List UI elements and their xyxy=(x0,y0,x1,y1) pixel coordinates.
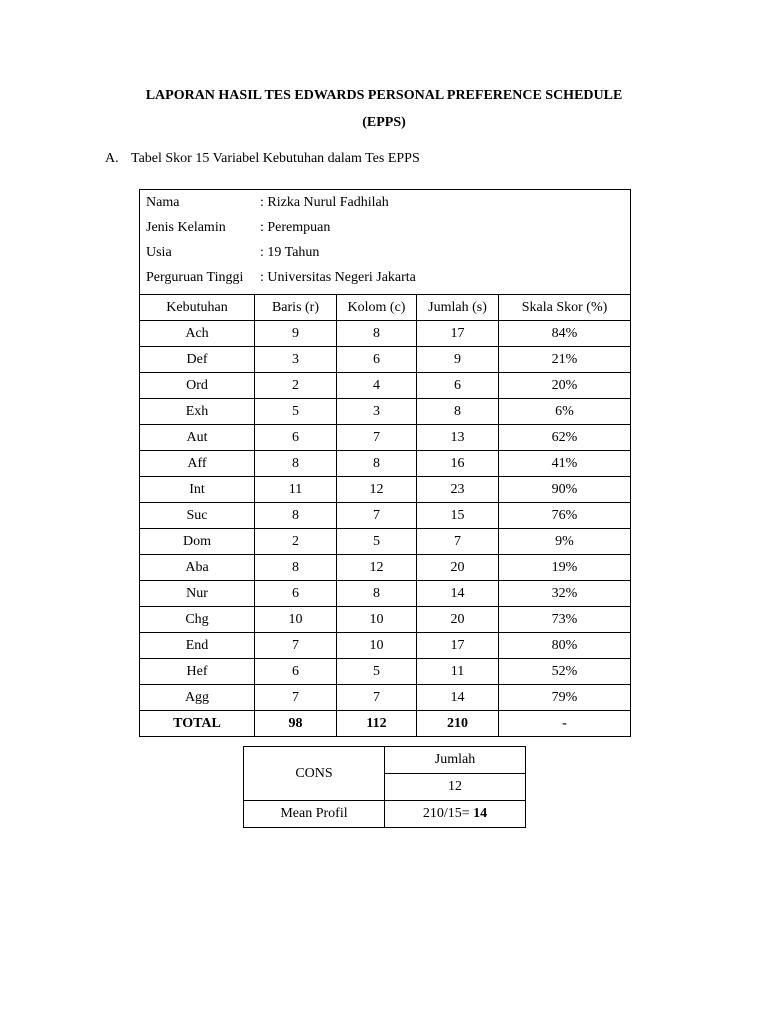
table-cell: 5 xyxy=(255,399,337,425)
table-cell: 79% xyxy=(499,685,631,711)
table-cell: 80% xyxy=(499,633,631,659)
table-cell: 3 xyxy=(337,399,417,425)
table-row xyxy=(140,581,631,607)
table-cell: Suc xyxy=(140,503,255,529)
table-row xyxy=(140,555,631,581)
table-row xyxy=(140,477,631,503)
table-cell: 8 xyxy=(337,321,417,347)
profile-label: Usia xyxy=(146,245,172,260)
cons-label: CONS xyxy=(244,747,385,801)
table-row xyxy=(140,347,631,373)
table-cell: 4 xyxy=(337,373,417,399)
table-cell: 15 xyxy=(417,503,499,529)
table-cell: 2 xyxy=(255,373,337,399)
total-cell: - xyxy=(499,711,631,737)
table-cell: 13 xyxy=(417,425,499,451)
table-cell: 5 xyxy=(337,659,417,685)
summary-row-cons xyxy=(244,747,526,774)
table-cell: 12 xyxy=(337,477,417,503)
table-header-row xyxy=(140,295,631,321)
jumlah-label: Jumlah xyxy=(385,747,526,774)
profile-label: Nama xyxy=(146,195,180,210)
table-cell: 8 xyxy=(417,399,499,425)
table-cell: 6 xyxy=(255,581,337,607)
profile-value: : Universitas Negeri Jakarta xyxy=(260,270,416,285)
table-row xyxy=(140,633,631,659)
table-cell: 5 xyxy=(337,529,417,555)
table-cell: 10 xyxy=(337,607,417,633)
profile-value: : 19 Tahun xyxy=(260,245,320,260)
table-cell: Dom xyxy=(140,529,255,555)
table-cell: Ach xyxy=(140,321,255,347)
table-cell: 6% xyxy=(499,399,631,425)
table-cell: 3 xyxy=(255,347,337,373)
table-cell: 9 xyxy=(417,347,499,373)
report-title: LAPORAN HASIL TES EDWARDS PERSONAL PREFERENCE SCHEDULE xyxy=(145,88,623,103)
table-cell: 6 xyxy=(337,347,417,373)
table-cell: 52% xyxy=(499,659,631,685)
profile-line-perguruan-tinggi xyxy=(146,265,630,290)
table-cell: 7 xyxy=(255,633,337,659)
profile-line-jenis-kelamin xyxy=(146,215,630,240)
profile-cell xyxy=(140,190,631,295)
section-text: Tabel Skor 15 Variabel Kebutuhan dalam Tes EPPS xyxy=(131,151,420,166)
total-cell: 112 xyxy=(337,711,417,737)
table-cell: 10 xyxy=(255,607,337,633)
table-cell: 6 xyxy=(417,373,499,399)
summary-row-mean xyxy=(244,801,526,828)
score-table xyxy=(139,189,631,737)
table-cell: 20 xyxy=(417,555,499,581)
table-row xyxy=(140,685,631,711)
table-row xyxy=(140,451,631,477)
table-cell: 11 xyxy=(417,659,499,685)
table-cell: 12 xyxy=(337,555,417,581)
mean-profile-value xyxy=(385,801,526,828)
table-cell: Chg xyxy=(140,607,255,633)
column-header: Jumlah (s) xyxy=(417,295,499,321)
total-cell: TOTAL xyxy=(140,711,255,737)
table-cell: 14 xyxy=(417,685,499,711)
table-cell: 76% xyxy=(499,503,631,529)
profile-value: : Rizka Nurul Fadhilah xyxy=(260,195,389,210)
table-cell: 20% xyxy=(499,373,631,399)
table-cell: 20 xyxy=(417,607,499,633)
table-row xyxy=(140,659,631,685)
table-cell: 23 xyxy=(417,477,499,503)
table-cell: 7 xyxy=(337,425,417,451)
table-cell: 6 xyxy=(255,425,337,451)
table-cell: 62% xyxy=(499,425,631,451)
table-cell: 8 xyxy=(255,503,337,529)
table-cell: Hef xyxy=(140,659,255,685)
profile-line-usia xyxy=(146,240,630,265)
table-cell: 14 xyxy=(417,581,499,607)
table-cell: 7 xyxy=(255,685,337,711)
table-cell: 8 xyxy=(337,581,417,607)
table-row xyxy=(140,503,631,529)
profile-label: Jenis Kelamin xyxy=(146,220,226,235)
total-row xyxy=(140,711,631,737)
table-cell: 7 xyxy=(337,503,417,529)
column-header: Skala Skor (%) xyxy=(499,295,631,321)
profile-row xyxy=(140,190,631,295)
table-cell: 73% xyxy=(499,607,631,633)
table-row xyxy=(140,321,631,347)
total-cell: 98 xyxy=(255,711,337,737)
table-cell: 84% xyxy=(499,321,631,347)
table-cell: 8 xyxy=(255,451,337,477)
profile-line-nama xyxy=(146,190,630,215)
table-cell: 8 xyxy=(337,451,417,477)
table-cell: Aff xyxy=(140,451,255,477)
table-cell: 21% xyxy=(499,347,631,373)
mean-result: 14 xyxy=(469,806,488,821)
table-cell: Agg xyxy=(140,685,255,711)
table-cell: Aba xyxy=(140,555,255,581)
table-cell: Def xyxy=(140,347,255,373)
table-cell: 6 xyxy=(255,659,337,685)
column-header: Baris (r) xyxy=(255,295,337,321)
table-cell: 7 xyxy=(417,529,499,555)
table-cell: 7 xyxy=(337,685,417,711)
table-cell: 8 xyxy=(255,555,337,581)
section-heading xyxy=(105,151,420,167)
table-cell: 17 xyxy=(417,633,499,659)
table-cell: 19% xyxy=(499,555,631,581)
table-row xyxy=(140,607,631,633)
table-cell: 9 xyxy=(255,321,337,347)
profile-label: Perguruan Tinggi xyxy=(146,270,244,285)
column-header: Kebutuhan xyxy=(140,295,255,321)
mean-profile-label: Mean Profil xyxy=(244,801,385,828)
table-cell: 41% xyxy=(499,451,631,477)
table-cell: 16 xyxy=(417,451,499,477)
section-letter: A. xyxy=(105,151,119,166)
table-cell: End xyxy=(140,633,255,659)
table-cell: Nur xyxy=(140,581,255,607)
table-row xyxy=(140,425,631,451)
table-cell: Exh xyxy=(140,399,255,425)
table-cell: 17 xyxy=(417,321,499,347)
table-cell: Int xyxy=(140,477,255,503)
table-row xyxy=(140,399,631,425)
table-row xyxy=(140,373,631,399)
table-cell: 90% xyxy=(499,477,631,503)
table-cell: Aut xyxy=(140,425,255,451)
profile-value: : Perempuan xyxy=(260,220,331,235)
table-cell: Ord xyxy=(140,373,255,399)
cons-value: 12 xyxy=(385,774,526,801)
column-header: Kolom (c) xyxy=(337,295,417,321)
summary-table xyxy=(243,746,526,828)
table-cell: 11 xyxy=(255,477,337,503)
total-cell: 210 xyxy=(417,711,499,737)
mean-formula: 210/15= xyxy=(422,806,470,821)
table-cell: 9% xyxy=(499,529,631,555)
table-cell: 2 xyxy=(255,529,337,555)
table-row xyxy=(140,529,631,555)
report-subtitle: (EPPS) xyxy=(362,115,406,130)
table-cell: 32% xyxy=(499,581,631,607)
table-cell: 10 xyxy=(337,633,417,659)
